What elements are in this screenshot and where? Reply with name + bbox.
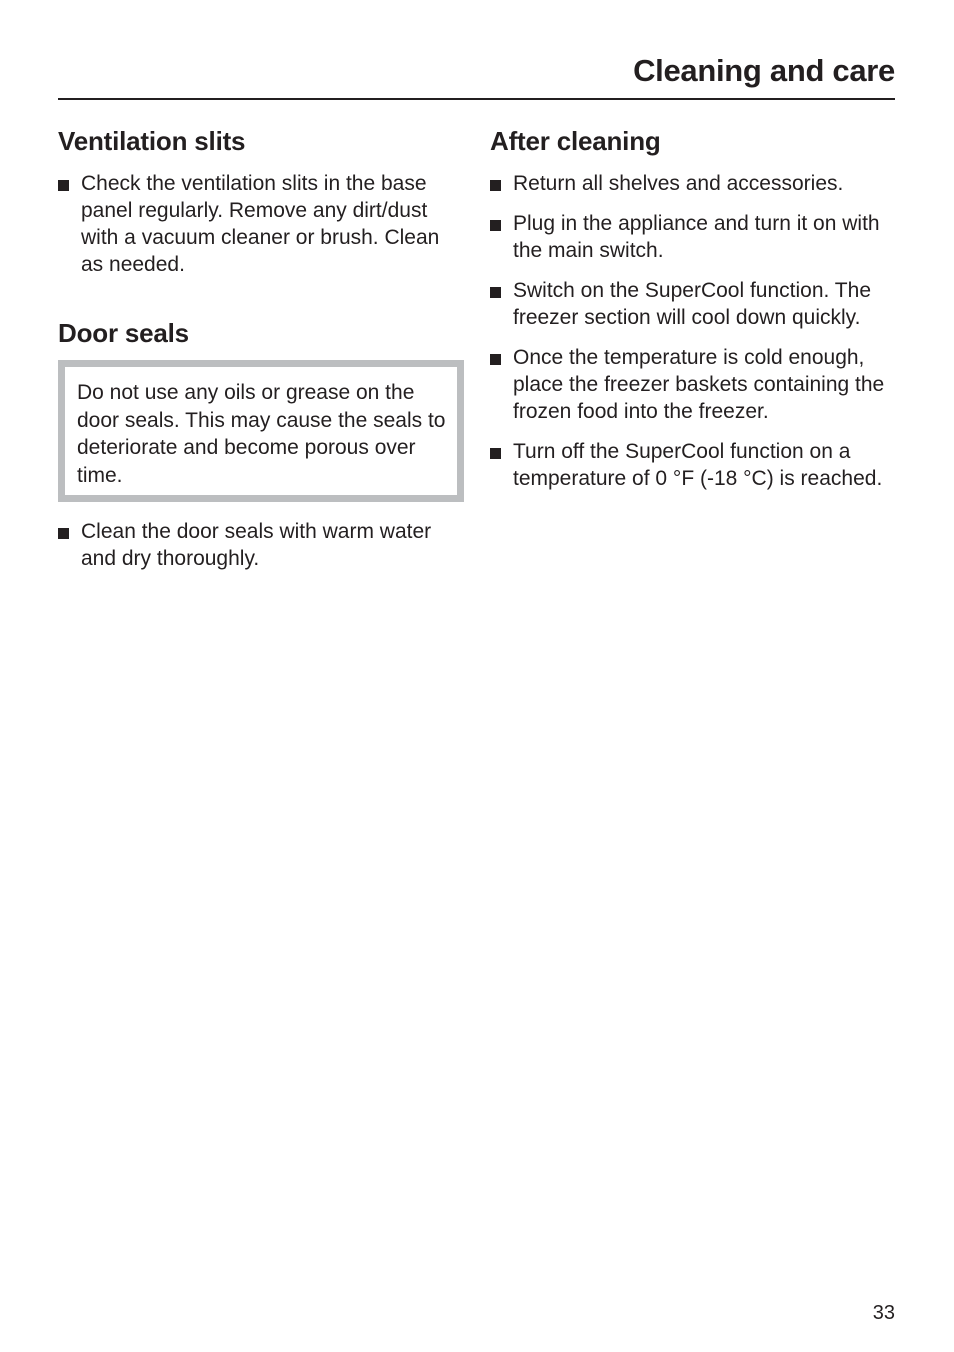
square-bullet-icon bbox=[490, 180, 501, 191]
list-item-text: Turn off the SuperCool function on a temperature of 0 °F (-18 °C) is reached. bbox=[513, 440, 883, 490]
list-item bbox=[58, 170, 464, 278]
list-item-text: Return all shelves and accessories. bbox=[513, 172, 844, 195]
list-item-text: Switch on the SuperCool function. The freezer section will cool down quickly. bbox=[513, 279, 871, 329]
list-item bbox=[490, 170, 895, 197]
square-bullet-icon bbox=[58, 528, 69, 539]
page-title: Cleaning and care bbox=[633, 53, 895, 88]
list-item bbox=[490, 344, 895, 425]
square-bullet-icon bbox=[490, 220, 501, 231]
list-item bbox=[490, 210, 895, 264]
warning-box bbox=[58, 360, 464, 502]
ventilation-section bbox=[58, 124, 464, 278]
right-column bbox=[490, 124, 895, 505]
left-column bbox=[58, 124, 464, 572]
page-number: 33 bbox=[872, 1302, 895, 1324]
door-seals-heading: Door seals bbox=[58, 318, 189, 348]
list-item bbox=[490, 277, 895, 331]
list-item-text: Clean the door seals with warm water and dry thoroughly. bbox=[81, 520, 432, 570]
list-item-text: Check the ventilation slits in the base panel regularly. Remove any dirt/dust with a vacuum cleaner or brush. Clean as needed. bbox=[81, 172, 440, 276]
page-header bbox=[58, 50, 895, 100]
after-cleaning-list bbox=[490, 170, 895, 492]
door-seals-section bbox=[58, 316, 464, 572]
list-item bbox=[490, 438, 895, 492]
warning-text: Do not use any oils or grease on the door seals. This may cause the seals to deteriorate and become porous over time. bbox=[77, 381, 446, 487]
list-item-text: Plug in the appliance and turn it on with the main switch. bbox=[513, 212, 880, 262]
list-item bbox=[58, 518, 464, 572]
after-cleaning-section bbox=[490, 124, 895, 492]
square-bullet-icon bbox=[490, 448, 501, 459]
ventilation-heading: Ventilation slits bbox=[58, 126, 246, 156]
square-bullet-icon bbox=[490, 287, 501, 298]
after-cleaning-heading: After cleaning bbox=[490, 126, 661, 156]
door-seals-list bbox=[58, 518, 464, 572]
list-item-text: Once the temperature is cold enough, place the freezer baskets containing the frozen food into the freezer. bbox=[513, 346, 885, 423]
ventilation-list bbox=[58, 170, 464, 278]
square-bullet-icon bbox=[490, 354, 501, 365]
square-bullet-icon bbox=[58, 180, 69, 191]
